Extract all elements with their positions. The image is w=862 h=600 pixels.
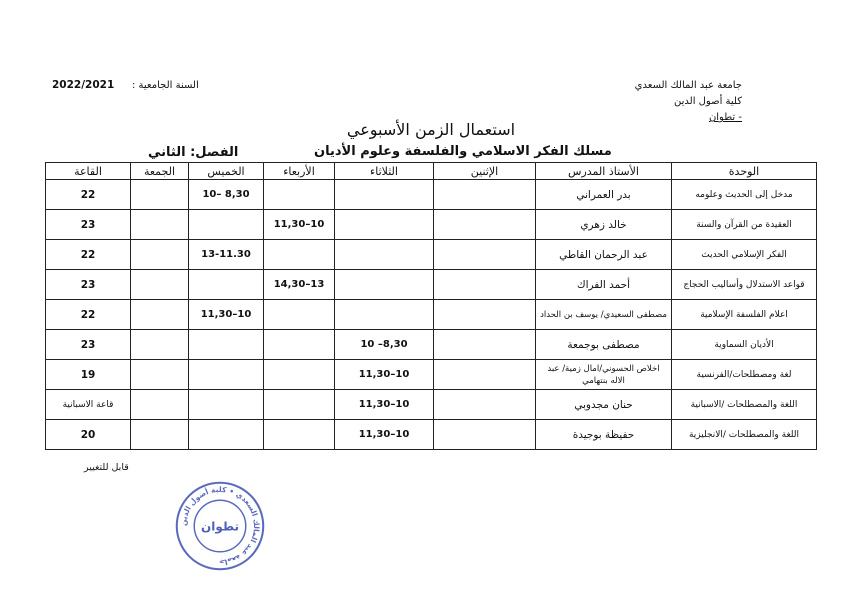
unit-cell: مدخل إلى الحديث وعلومه xyxy=(672,180,817,210)
tuesday-cell xyxy=(335,300,434,330)
table-row xyxy=(46,240,817,270)
friday-cell xyxy=(131,210,189,240)
table-row xyxy=(46,210,817,240)
unit-cell: الأديان السماوية xyxy=(672,330,817,360)
friday-cell xyxy=(131,240,189,270)
unit-cell: اللغة والمصطلحات /الاسبانية xyxy=(672,390,817,420)
thursday-cell: 13-11.30 xyxy=(189,240,264,270)
friday-cell xyxy=(131,300,189,330)
monday-cell xyxy=(434,300,536,330)
friday-cell xyxy=(131,330,189,360)
academic-year-label: السنة الجامعية : xyxy=(132,80,199,91)
faculty-seal-stamp xyxy=(172,480,268,572)
tuesday-cell xyxy=(335,270,434,300)
table-row xyxy=(46,270,817,300)
friday-cell xyxy=(131,420,189,450)
thursday-cell xyxy=(189,420,264,450)
tuesday-cell: 10–11,30 xyxy=(335,360,434,390)
professor-cell: بدر العمراني xyxy=(536,180,672,210)
table-row xyxy=(46,330,817,360)
professor-cell: أحمد الفراك xyxy=(536,270,672,300)
table-row xyxy=(46,180,817,210)
wednesday-cell xyxy=(264,300,335,330)
faculty-name: كلية أصول الدين xyxy=(674,96,742,107)
unit-cell: اعلام الفلسفة الإسلامية xyxy=(672,300,817,330)
professor-cell: مصطفى السعيدي/ يوسف بن الحداد xyxy=(536,300,672,330)
room-cell: 22 xyxy=(46,180,131,210)
thursday-cell: 10–11,30 xyxy=(189,300,264,330)
table-row xyxy=(46,300,817,330)
tuesday-cell: 10–11,30 xyxy=(335,420,434,450)
header-tuesday: الثلاثاء xyxy=(335,163,434,180)
semester-label: الفصل: الثاني xyxy=(148,145,239,160)
unit-cell: قواعد الاستدلال وأساليب الحجاج xyxy=(672,270,817,300)
friday-cell xyxy=(131,270,189,300)
friday-cell xyxy=(131,390,189,420)
header-unit: الوحدة xyxy=(672,163,817,180)
professor-cell: خالد زهري xyxy=(536,210,672,240)
monday-cell xyxy=(434,270,536,300)
room-cell: 19 xyxy=(46,360,131,390)
monday-cell xyxy=(434,330,536,360)
stamp-ring-text: جامعة عبد المالك السعدي • كلية أصول الدين xyxy=(178,484,262,568)
unit-cell: الفكر الإسلامي الحديث xyxy=(672,240,817,270)
table-row xyxy=(46,390,817,420)
unit-cell: لغة ومصطلحات/الفرنسية xyxy=(672,360,817,390)
room-cell: 23 xyxy=(46,270,131,300)
header-room: القاعة xyxy=(46,163,131,180)
header-wednesday: الأربعاء xyxy=(264,163,335,180)
room-cell: 23 xyxy=(46,210,131,240)
subject-to-change-note: قابل للتغيير xyxy=(84,462,129,473)
unit-cell: العقيدة من القرآن والسنة xyxy=(672,210,817,240)
friday-cell xyxy=(131,360,189,390)
wednesday-cell xyxy=(264,420,335,450)
tuesday-cell xyxy=(335,180,434,210)
room-cell: قاعة الاسبانية xyxy=(46,390,131,420)
monday-cell xyxy=(434,210,536,240)
professor-cell: عبد الرحمان القاطي xyxy=(536,240,672,270)
thursday-cell xyxy=(189,270,264,300)
header-thursday: الخميس xyxy=(189,163,264,180)
thursday-cell: 8,30 –10 xyxy=(189,180,264,210)
academic-year-value: 2022/2021 xyxy=(52,79,115,91)
wednesday-cell: 13–14,30 xyxy=(264,270,335,300)
table-row xyxy=(46,360,817,390)
monday-cell xyxy=(434,240,536,270)
wednesday-cell: 10–11,30 xyxy=(264,210,335,240)
table-header-row xyxy=(46,163,817,180)
room-cell: 22 xyxy=(46,300,131,330)
header-friday: الجمعة xyxy=(131,163,189,180)
unit-cell: اللغة والمصطلحات /الانجليزية xyxy=(672,420,817,450)
monday-cell xyxy=(434,180,536,210)
thursday-cell xyxy=(189,360,264,390)
university-name: جامعة عبد المالك السعدي xyxy=(634,80,742,91)
wednesday-cell xyxy=(264,390,335,420)
header-monday: الإثنين xyxy=(434,163,536,180)
monday-cell xyxy=(434,390,536,420)
tuesday-cell: 10–11,30 xyxy=(335,390,434,420)
monday-cell xyxy=(434,360,536,390)
thursday-cell xyxy=(189,390,264,420)
thursday-cell xyxy=(189,330,264,360)
room-cell: 22 xyxy=(46,240,131,270)
professor-cell: حفيظة بوجيدة xyxy=(536,420,672,450)
document-title: استعمال الزمن الأسبوعي xyxy=(346,120,516,139)
wednesday-cell xyxy=(264,240,335,270)
tuesday-cell: 8,30– 10 xyxy=(335,330,434,360)
program-name: مسلك الفكر الاسلامي والفلسفة وعلوم الأديان xyxy=(314,144,612,159)
room-cell: 23 xyxy=(46,330,131,360)
professor-cell: اخلاص الحسوني/امال زمية/ عبد الاله بنتهامي xyxy=(536,360,672,390)
professor-cell: مصطفى بوجمعة xyxy=(536,330,672,360)
wednesday-cell xyxy=(264,180,335,210)
tuesday-cell xyxy=(335,240,434,270)
wednesday-cell xyxy=(264,330,335,360)
monday-cell xyxy=(434,420,536,450)
professor-cell: حنان مجدوبي xyxy=(536,390,672,420)
header-professor: الأستاذ المدرس xyxy=(536,163,672,180)
tuesday-cell xyxy=(335,210,434,240)
stamp-center-text: تطوان xyxy=(201,519,239,534)
friday-cell xyxy=(131,180,189,210)
city-name: - تطوان xyxy=(708,112,742,123)
weekly-schedule-table xyxy=(45,162,817,450)
room-cell: 20 xyxy=(46,420,131,450)
wednesday-cell xyxy=(264,360,335,390)
thursday-cell xyxy=(189,210,264,240)
table-row xyxy=(46,420,817,450)
